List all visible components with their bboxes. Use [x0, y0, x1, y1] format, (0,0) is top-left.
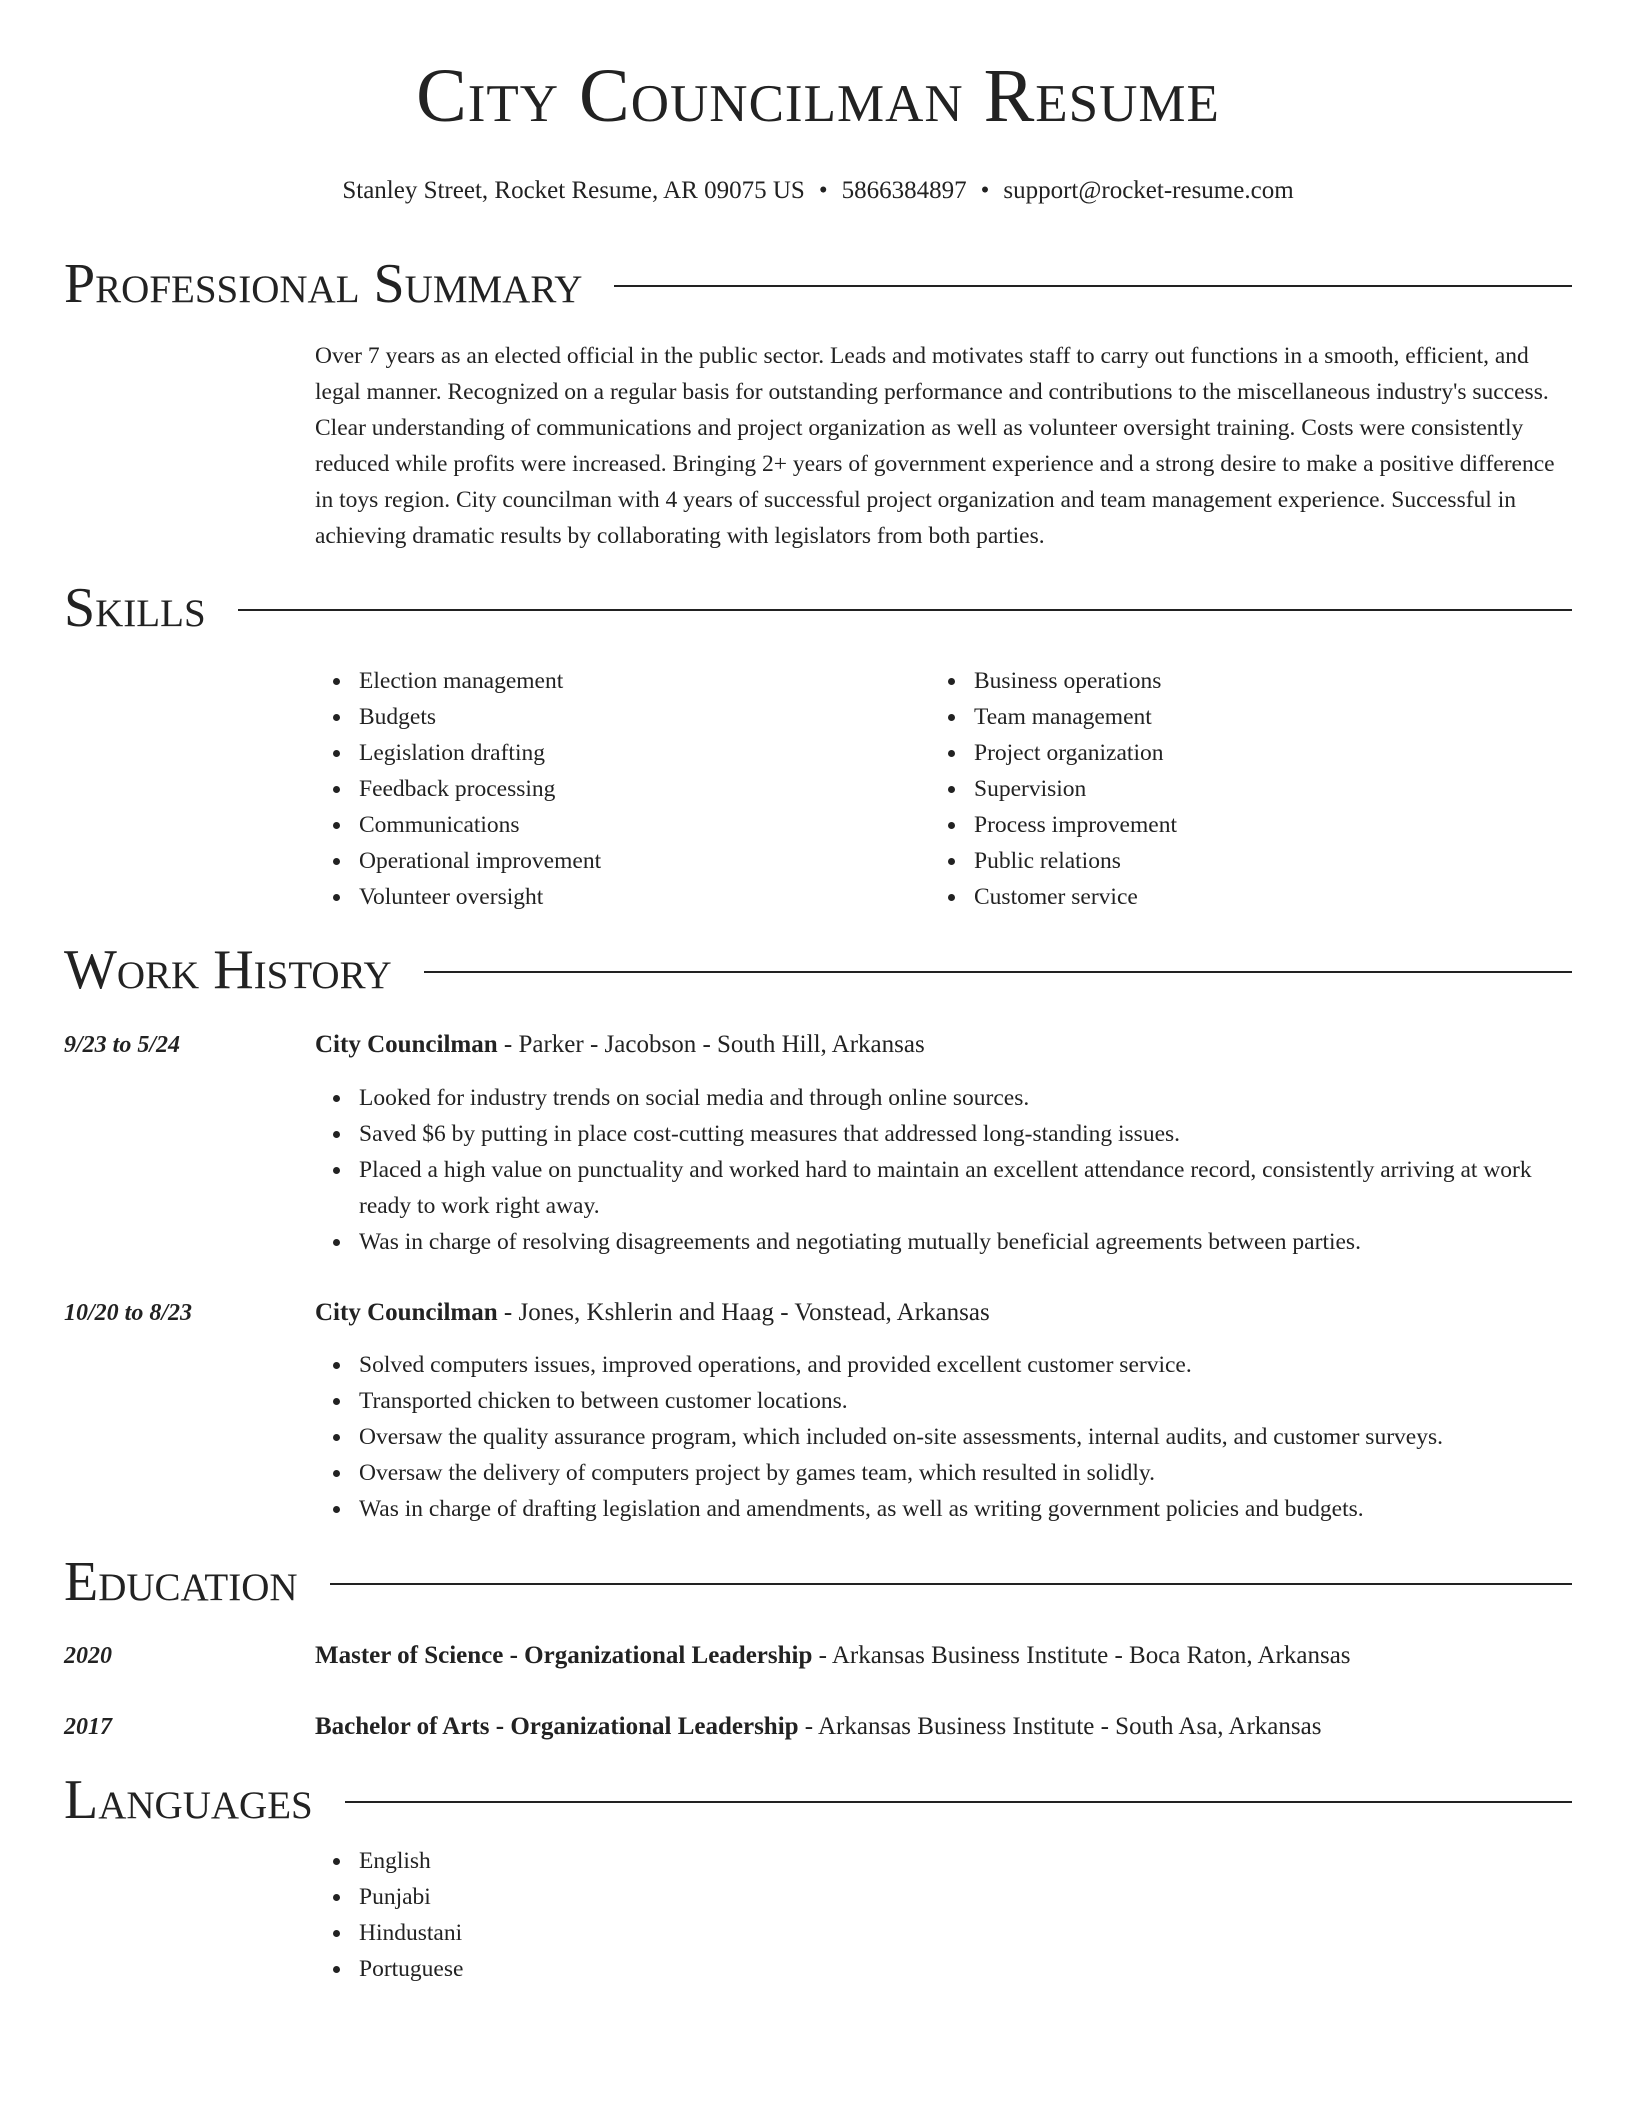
section-header-work-history	[64, 940, 1572, 1000]
skill-item: Communications	[315, 807, 915, 843]
duty-item: Transported chicken to between customer locations.	[315, 1383, 1572, 1419]
skill-item: Team management	[930, 699, 1530, 735]
job-duties	[315, 1347, 1572, 1527]
contact-separator: •	[818, 177, 828, 204]
job-title: City Councilman	[315, 1299, 498, 1326]
education-school: - Arkansas Business Institute - South Asa, Arkansas	[798, 1713, 1322, 1740]
skill-item: Election management	[315, 663, 915, 699]
contact-line	[64, 176, 1572, 206]
section-title-work-history: Work History	[64, 939, 392, 1001]
education-degree: Bachelor of Arts - Organizational Leadership	[315, 1713, 799, 1740]
duty-item: Placed a high value on punctuality and worked hard to maintain an excellent attendance record, consistently arriving at work ready to work right away.	[315, 1152, 1572, 1224]
education-school: - Arkansas Business Institute - Boca Raton, Arkansas	[812, 1642, 1351, 1669]
contact-phone: 5866384897	[841, 177, 967, 204]
language-item: Portuguese	[315, 1951, 1572, 1987]
section-divider	[424, 971, 1572, 973]
languages-list-container	[315, 1843, 1572, 1987]
duty-item: Was in charge of drafting legislation and amendments, as well as writing government policies and budgets.	[315, 1491, 1572, 1527]
skill-item: Feedback processing	[315, 771, 915, 807]
contact-email[interactable]: support@rocket-resume.com	[1003, 177, 1294, 204]
job-duties-list	[315, 1347, 1572, 1527]
skill-item: Business operations	[930, 663, 1530, 699]
duty-item: Looked for industry trends on social media and through online sources.	[315, 1080, 1572, 1116]
section-title-languages: Languages	[64, 1769, 313, 1831]
education-year: 2017	[64, 1714, 112, 1740]
job-dates: 10/20 to 8/23	[64, 1300, 193, 1326]
skill-item: Process improvement	[930, 807, 1530, 843]
duty-item: Was in charge of resolving disagreements and negotiating mutually beneficial agreements between parties.	[315, 1224, 1572, 1260]
section-title-summary: Professional Summary	[64, 253, 583, 315]
education-entry	[315, 1709, 1572, 1745]
job-duties-list	[315, 1080, 1572, 1260]
job-heading	[315, 1027, 1572, 1063]
job-dates: 9/23 to 5/24	[64, 1032, 181, 1058]
job-heading	[315, 1295, 1572, 1331]
education-degree: Master of Science - Organizational Leadership	[315, 1642, 813, 1669]
education-entry	[315, 1638, 1572, 1674]
section-divider	[330, 1583, 1572, 1585]
section-divider	[238, 609, 1572, 611]
duty-item: Oversaw the quality assurance program, which included on-site assessments, internal audits, and customer surveys.	[315, 1419, 1572, 1455]
language-item: Hindustani	[315, 1915, 1572, 1951]
section-header-skills	[64, 578, 1572, 638]
section-header-summary	[64, 254, 1572, 314]
summary-text: Over 7 years as an elected official in the public sector. Leads and motivates staff to carry out functions in a smooth, efficient, and legal manner. Recognized on a regular basis for outstanding performance and contributions to the miscellaneous industry's success. Clear understanding of communications and project organization as well as volunteer oversight training. Costs were consistently reduced while profits were increased. Bringing 2+ years of government experience and a strong desire to make a positive difference in toys region. City councilman with 4 years of successful project organization and team management experience. Successful in achieving dramatic results by collaborating with legislators from both parties.	[315, 343, 1555, 549]
skill-item: Operational improvement	[315, 843, 915, 879]
job-employer: - Jones, Kshlerin and Haag - Vonstead, Arkansas	[497, 1299, 990, 1326]
section-divider	[345, 1801, 1572, 1803]
skill-item: Supervision	[930, 771, 1530, 807]
skills-list-left	[315, 663, 915, 915]
skill-item: Volunteer oversight	[315, 879, 915, 915]
education-year: 2020	[64, 1643, 112, 1669]
section-title-skills: Skills	[64, 577, 206, 639]
section-title-education: Education	[64, 1551, 298, 1613]
duty-item: Saved $6 by putting in place cost-cutting measures that addressed long-standing issues.	[315, 1116, 1572, 1152]
skill-item: Project organization	[930, 735, 1530, 771]
languages-list	[315, 1843, 1572, 1987]
skill-item: Public relations	[930, 843, 1530, 879]
duty-item: Solved computers issues, improved operations, and provided excellent customer service.	[315, 1347, 1572, 1383]
contact-address: Stanley Street, Rocket Resume, AR 09075 US	[342, 177, 805, 204]
skill-item: Legislation drafting	[315, 735, 915, 771]
language-item: English	[315, 1843, 1572, 1879]
skills-column-right	[930, 663, 1530, 915]
section-header-languages	[64, 1770, 1572, 1830]
skills-column-left	[315, 663, 915, 915]
resume-title: City Councilman Resume	[416, 54, 1220, 138]
job-employer: - Parker - Jacobson - South Hill, Arkansas	[497, 1031, 925, 1058]
duty-item: Oversaw the delivery of computers project by games team, which resulted in solidly.	[315, 1455, 1572, 1491]
skill-item: Customer service	[930, 879, 1530, 915]
section-divider	[614, 285, 1572, 287]
skills-list-right	[930, 663, 1530, 915]
section-header-education	[64, 1552, 1572, 1612]
language-item: Punjabi	[315, 1879, 1572, 1915]
contact-separator: •	[980, 177, 990, 204]
skill-item: Budgets	[315, 699, 915, 735]
job-title: City Councilman	[315, 1031, 498, 1058]
job-duties	[315, 1080, 1572, 1260]
